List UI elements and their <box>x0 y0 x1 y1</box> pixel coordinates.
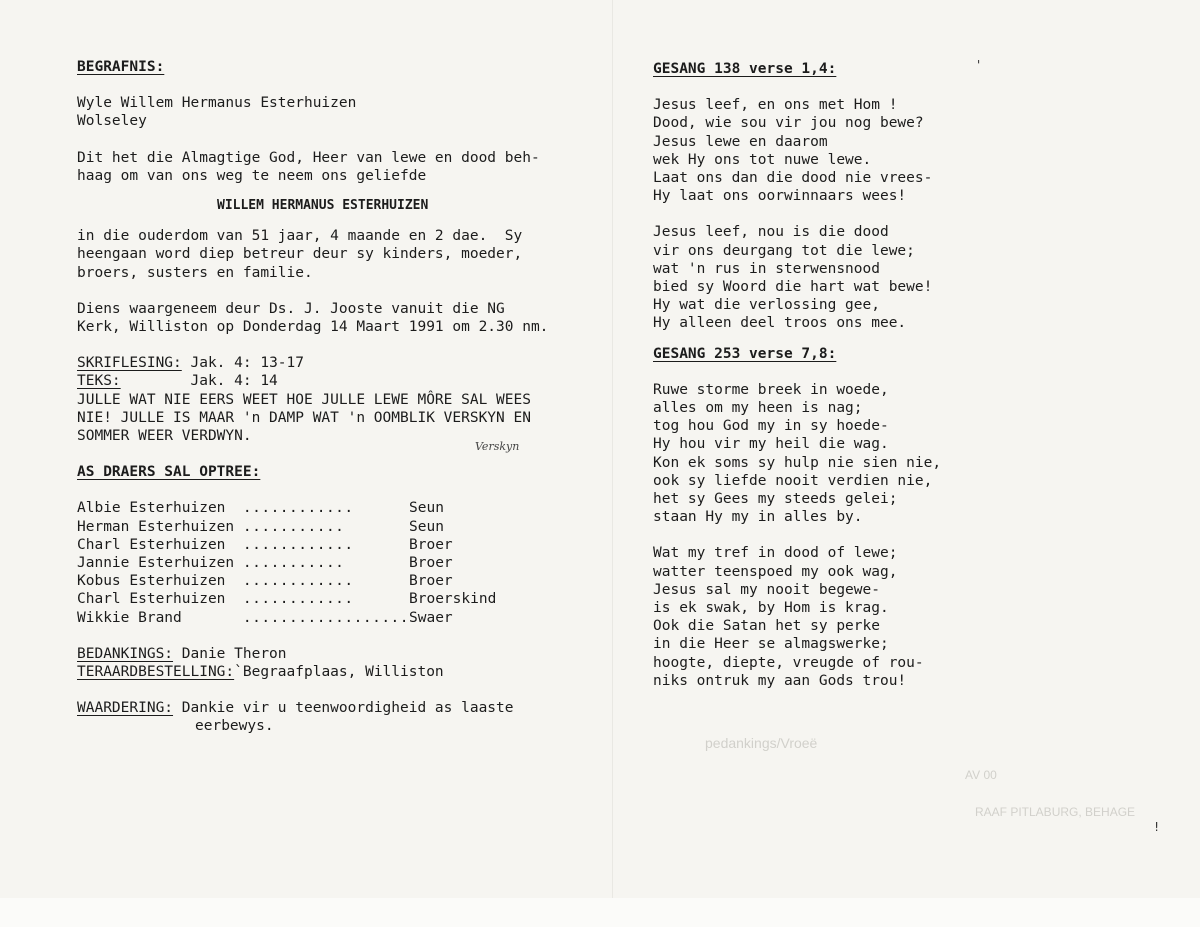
announcement-line-1: Dit het die Almagtige God, Heer van lewe en dood beh- <box>77 149 540 166</box>
pallbearers-table <box>77 499 496 626</box>
table-row <box>77 518 496 536</box>
left-column <box>77 58 617 736</box>
right-column <box>653 60 1173 690</box>
hymn-2-line: tog hou God my in sy hoede- <box>653 418 889 435</box>
age-line-2: heengaan word diep betreur deur sy kinders, moeder, <box>77 246 523 263</box>
thanks-label: BEDANKINGS: <box>77 645 174 662</box>
handwritten-correction: Verskyn <box>475 440 520 453</box>
bearer-dots: ............ <box>242 536 354 553</box>
appreciation-label: WAARDERING: <box>77 700 174 717</box>
thanks-row <box>77 645 617 663</box>
table-row <box>77 536 496 554</box>
hymn-2-line: hoogte, diepte, vreugde of rou- <box>653 654 924 671</box>
hymn-2-line: staan Hy my in alles by. <box>653 509 863 526</box>
appreciation-row <box>77 699 617 717</box>
deceased-name-title: WILLEM HERMANUS ESTERHUIZEN <box>217 198 429 214</box>
bearer-dots: ........... <box>242 555 345 572</box>
scripture-reading-value: Jak. 4: 13-17 <box>181 355 304 372</box>
show-through-text-3: RAAF PITLABURG, BEHAGE <box>975 805 1136 819</box>
table-row <box>77 609 496 627</box>
table-row <box>77 554 496 572</box>
stray-mark: ! <box>1153 820 1161 834</box>
bearer-dots: ............ <box>242 500 354 517</box>
hymn-1-line: Dood, wie sou vir jou nog bewe? <box>653 115 924 132</box>
hymn-2-line: Kon ek soms sy hulp nie sien nie, <box>653 454 942 471</box>
hymn-2-line: niks ontruk my aan Gods trou! <box>653 672 907 689</box>
bearer-relation: Seun <box>409 518 444 535</box>
hymn-2-line: is ek swak, by Hom is krag. <box>653 600 889 617</box>
appreciation-value: Dankie vir u teenwoordigheid as laaste <box>173 700 514 717</box>
bearer-name: Kobus Esterhuizen <box>77 573 235 590</box>
hymn-1-line: Hy wat die verlossing gee, <box>653 297 880 314</box>
hymn-2-line: alles om my heen is nag; <box>653 400 863 417</box>
verse-line-2: NIE! JULLE IS MAAR 'n DAMP WAT 'n OOMBLIK VERSKYN EN <box>77 409 531 426</box>
bearer-dots: ........... <box>242 518 345 535</box>
hymn-2-line: Hy hou vir my heil die wag. <box>653 436 889 453</box>
bearer-relation: Broerskind <box>409 591 497 608</box>
bearer-name: Albie Esterhuizen <box>77 500 235 517</box>
age-line-1: in die ouderdom van 51 jaar, 4 maande en 2 dae. Sy <box>77 228 523 245</box>
text-row <box>77 372 617 390</box>
hymn-2-line: ook sy liefde nooit verdien nie, <box>653 472 933 489</box>
hymn-1-line: Jesus leef, nou is die dood <box>653 224 889 241</box>
age-line-3: broers, susters en familie. <box>77 264 313 281</box>
verse-line-3: SOMMER WEER VERDWYN. <box>77 428 252 445</box>
service-line-2: Kerk, Williston op Donderdag 14 Maart 1991 om 2.30 nm. <box>77 319 549 336</box>
hymn-1-line: bied sy Woord die hart wat bewe! <box>653 279 933 296</box>
text-label: TEKS: <box>77 373 121 390</box>
hymn-2-line: in die Heer se almagswerke; <box>653 636 889 653</box>
town-line: Wolseley <box>77 113 147 130</box>
text-value: Jak. 4: 14 <box>120 373 278 390</box>
hymn-1-line: Hy laat ons oorwinnaars wees! <box>653 188 907 205</box>
hymn-1-heading: GESANG 138 verse 1,4: <box>653 61 837 77</box>
scripture-reading-row <box>77 354 617 372</box>
bearer-dots: .................. <box>242 609 410 626</box>
burial-value: `Begraafplaas, Williston <box>234 664 444 681</box>
table-row <box>77 572 496 590</box>
service-line-1: Diens waargeneem deur Ds. J. Jooste vanuit die NG <box>77 300 505 317</box>
bearer-relation: Broer <box>409 555 453 572</box>
burial-row <box>77 663 617 681</box>
burial-label: TERAARDBESTELLING: <box>77 664 235 681</box>
pallbearers-heading: AS DRAERS SAL OPTREE: <box>77 464 261 481</box>
hymn-1-line: wat 'n rus in sterwensnood <box>653 260 880 277</box>
hymn-2-line: Ook die Satan het sy perke <box>653 618 880 635</box>
hymn-1-line: wek Hy ons tot nuwe lewe. <box>653 151 872 168</box>
scan-bottom-edge <box>0 898 1200 927</box>
show-through-text-2: AV 00 <box>965 768 997 782</box>
verse-line-1: JULLE WAT NIE EERS WEET HOE JULLE LEWE MÔRE SAL WEES <box>77 391 531 408</box>
bearer-dots: ............ <box>242 591 354 608</box>
bearer-relation: Swaer <box>409 609 453 626</box>
hymn-2-heading: GESANG 253 verse 7,8: <box>653 345 837 362</box>
thanks-value: Danie Theron <box>173 645 287 662</box>
bearer-relation: Seun <box>409 500 444 517</box>
stray-mark: ' <box>975 58 983 72</box>
bearer-name: Charl Esterhuizen <box>77 591 235 608</box>
hymn-1-line: Hy alleen deel troos ons mee. <box>653 315 907 332</box>
scripture-reading-label: SKRIFLESING: <box>77 355 182 372</box>
bearer-name: Charl Esterhuizen <box>77 536 235 553</box>
bearer-name: Wikkie Brand <box>77 609 191 626</box>
appreciation-line-2: eerbewys. <box>195 718 274 735</box>
bearer-name: Herman Esterhuizen <box>77 518 243 535</box>
table-row <box>77 590 496 608</box>
hymn-2-line: Wat my tref in dood of lewe; <box>653 545 898 562</box>
hymn-1-line: vir ons deurgang tot die lewe; <box>653 242 915 259</box>
hymn-2-line: het sy Gees my steeds gelei; <box>653 491 898 508</box>
deceased-line: Wyle Willem Hermanus Esterhuizen <box>77 95 357 112</box>
hymn-1-line: Jesus lewe en daarom <box>653 133 828 150</box>
bearer-relation: Broer <box>409 536 453 553</box>
hymn-2-line: watter teenspoed my ook wag, <box>653 563 898 580</box>
announcement-line-2: haag om van ons weg te neem ons geliefde <box>77 167 427 184</box>
hymn-1-line: Jesus leef, en ons met Hom ! <box>653 97 898 114</box>
table-row <box>77 499 496 517</box>
section-heading-begrafnis: BEGRAFNIS: <box>77 59 165 75</box>
bearer-name: Jannie Esterhuizen <box>77 555 243 572</box>
hymn-2-line: Ruwe storme breek in woede, <box>653 381 889 398</box>
bearer-relation: Broer <box>409 573 453 590</box>
show-through-text-1: pedankings/Vroeë <box>705 735 818 751</box>
bearer-dots: ............ <box>242 573 354 590</box>
hymn-1-line: Laat ons dan die dood nie vrees- <box>653 170 933 187</box>
hymn-2-line: Jesus sal my nooit begewe- <box>653 581 880 598</box>
